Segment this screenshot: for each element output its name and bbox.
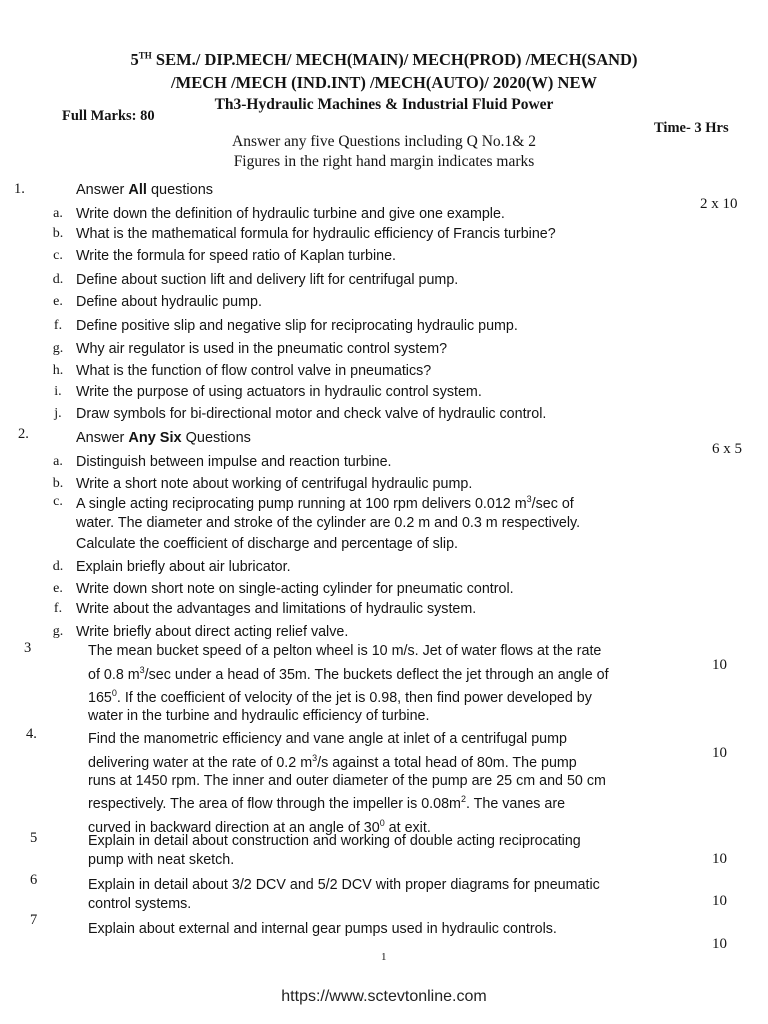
header-line-2: /MECH /MECH (IND.INT) /MECH(AUTO)/ 2020(W) NEW xyxy=(171,73,597,92)
q1-item-c: c. Write the formula for speed ratio of Kaplan turbine. xyxy=(53,248,396,264)
q3-number: 3 xyxy=(24,640,32,656)
q1-item-f: f. Define positive slip and negative slip for reciprocating hydraulic pump. xyxy=(53,318,518,334)
q1-item-g: g. Why air regulator is used in the pneumatic control system? xyxy=(52,341,448,357)
q7-number: 7 xyxy=(30,912,38,928)
q1-heading: Answer All questions xyxy=(76,182,214,198)
q2-item-f: f. Write about the advantages and limitations of hydraulic system. xyxy=(53,601,477,617)
q1-item-i: i. Write the purpose of using actuators in hydraulic control system. xyxy=(54,384,482,400)
q1-item-e: e. Define about hydraulic pump. xyxy=(53,294,262,310)
full-marks: Full Marks: 80 xyxy=(62,108,155,124)
header-line-1: 5TH SEM./ DIP.MECH/ MECH(MAIN)/ MECH(PROD) /MECH(SAND) xyxy=(130,50,638,69)
q2-item-b: b. Write a short note about working of centrifugal hydraulic pump. xyxy=(52,476,473,492)
footer-url: https://www.sctevtonline.com xyxy=(281,988,487,1005)
q2-item-c-line-2: water. The diameter and stroke of the cylinder are 0.2 m and 0.3 m respectively. xyxy=(76,515,581,531)
q6-number: 6 xyxy=(30,872,38,888)
q4-marks: 10 xyxy=(712,745,727,761)
q2-item-c: c. A single acting reciprocating pump running at 100 rpm delivers 0.012 $m^3/\sec$ of xyxy=(53,494,574,512)
q2-number: 2. xyxy=(18,426,29,442)
q7-text: Explain about external and internal gear pumps used in hydraulic controls. xyxy=(88,921,557,937)
instruction-2: Figures in the right hand margin indicates marks xyxy=(233,153,535,170)
q5-number: 5 xyxy=(30,830,38,846)
q2-item-e: e. Write down short note on single-acting cylinder for pneumatic control. xyxy=(53,581,514,597)
q2-item-d: d. Explain briefly about air lubricator. xyxy=(52,559,291,575)
q1-item-j: j. Draw symbols for bi-directional motor and check valve of hydraulic control. xyxy=(54,406,547,422)
q4-number: 4. xyxy=(26,726,37,742)
q1-item-d: d. Define about suction lift and delivery lift for centrifugal pump. xyxy=(52,272,459,288)
q4-text: Find the manometric efficiency and vane angle at inlet of a centrifugal pump delivering water at the rate of 0.2 $m^3/s$ against a total head of 80m. The pump runs at 1450 rpm. The inner and outer diameter of the pump are 25 cm and 50 cm respectively. The area of flow through the impeller is $0.08m^2$. The vanes are curved in backward direction at an angle of $30^0$ at exit. xyxy=(88,731,606,836)
q3-text: The mean bucket speed of a pelton wheel is 10 m/s. Jet of water flows at the rate of 0.8 $m^3/\sec$ under a head of 35m. The buckets deflect the jet through an angle of $165^0$. If the coefficient of velocity of the jet is 0.98, then find power developed by water in the turbine and hydraulic efficiency of turbine. xyxy=(88,643,609,725)
q1-number: 1. xyxy=(14,181,25,197)
page-number: 1 xyxy=(381,951,387,963)
q5-marks: 10 xyxy=(712,851,727,867)
q5-text: Explain in detail about construction and working of double acting reciprocating pump with neat sketch. xyxy=(88,833,581,868)
q1-item-h: h. What is the function of flow control valve in pneumatics? xyxy=(52,363,432,379)
q3-marks: 10 xyxy=(712,657,727,673)
time-allowed: Time- 3 Hrs xyxy=(654,120,729,136)
q2-item-c-line-3: Calculate the coefficient of discharge and percentage of slip. xyxy=(76,536,459,552)
q2-marks: 6 x 5 xyxy=(712,441,742,457)
paper-title: Th3-Hydraulic Machines & Industrial Fluid Power xyxy=(214,96,554,113)
instruction-1: Answer any five Questions including Q No.1& 2 xyxy=(232,133,536,150)
q6-marks: 10 xyxy=(712,893,727,909)
q1-item-a: a. Write down the definition of hydraulic turbine and give one example. xyxy=(53,206,505,222)
q1-item-b: b. What is the mathematical formula for hydraulic efficiency of Francis turbine? xyxy=(52,226,556,242)
q2-heading: Answer Any Six Questions xyxy=(76,430,251,446)
q2-item-g: g. Write briefly about direct acting relief valve. xyxy=(52,624,349,640)
q7-marks: 10 xyxy=(712,936,727,952)
q6-text: Explain in detail about 3/2 DCV and 5/2 DCV with proper diagrams for pneumatic control systems. xyxy=(88,877,600,912)
q1-marks: 2 x 10 xyxy=(700,196,738,212)
q2-item-a: a. Distinguish between impulse and reaction turbine. xyxy=(53,454,392,470)
